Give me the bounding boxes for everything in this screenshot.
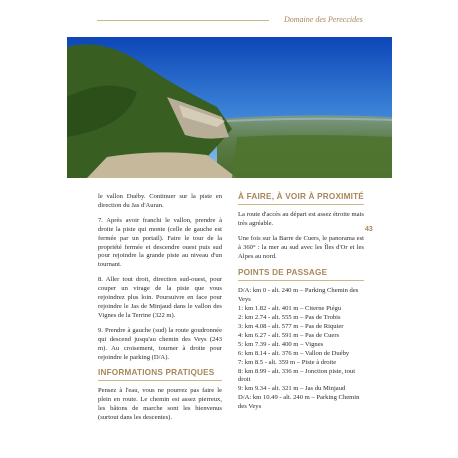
waypoint-item: 3: km 4.08 - alt. 577 m – Pas de Riquier: [238, 322, 344, 330]
waypoint-list: [238, 287, 364, 412]
section-title-points-de-passage: POINTS DE PASSAGE: [238, 269, 364, 281]
header-rule: [97, 20, 269, 21]
left-column: [98, 193, 222, 429]
page-number: 43: [365, 226, 373, 233]
paragraph-step-9: 9. Prendre à gauche (sud) la route goudronnée qui descend jusqu'au chemin des Veys (243 m). Au croisement, tourner à droite pour rejoindre le parking (D/A).: [98, 326, 222, 361]
waypoint-item: 9: km 9.34 - alt. 321 m – Jas du Minjaud: [238, 385, 346, 393]
running-header-title: Domaine des Pereccides: [284, 15, 363, 24]
right-column: [238, 193, 364, 412]
paragraph-step-8: 8. Aller tout droit, direction sud-ouest, pour couper un virage de la piste que vous rejoindrez plus loin. Poursuivre en face pour rejoindre le Jas de Minjaud dans le vallon des Vignes de la Terrine (322 m).: [98, 276, 222, 319]
waypoint-item: D/A: km 10.49 - alt. 240 m – Parking Chemin des Veys: [238, 394, 360, 411]
waypoint-item: 1: km 1.82 - alt. 401 m – Citerne Piégu: [238, 305, 342, 313]
waypoint-item: 6: km 8.14 - alt. 376 m – Vallon de Duéby: [238, 349, 350, 357]
section-title-informations-pratiques: INFORMATIONS PRATIQUES: [98, 369, 222, 381]
paragraph-voir-1: La route d'accès au départ est assez étroite mais très agréable.: [238, 210, 364, 227]
waypoint-item: 4: km 6.27 - alt. 591 m – Pas de Cuers: [238, 331, 340, 339]
section-title-a-voir: À FAIRE, À VOIR À PROXIMITÉ: [238, 193, 364, 205]
paragraph-voir-2: Une fois sur la Barre de Cuers, le panorama est à 360° : la mer au sud avec les Îles d'Or et les Alpes au nord.: [238, 234, 364, 260]
waypoint-item: D/A: km 0 - alt. 240 m – Parking Chemin des Veys: [238, 287, 359, 304]
paragraph-step-7: 7. Après avoir franchi le vallon, prendre à droite la piste qui monte (celle de gauche est fermée par un portail). Faire le tour de la propriété fermée et descendre ouest puis sud pour rejoindre la grande piste au niveau d'un tournant.: [98, 216, 222, 269]
paragraph-informations: Pensez à l'eau, vous ne pourrez pas faire le plein en route. Le chemin est assez pierreux, les bâtons de marche sont les bienvenus (surtout dans les descentes).: [98, 387, 222, 422]
waypoint-item: 8: km 8.99 - alt. 336 m – Jonction piste, tout droit: [238, 367, 356, 384]
waypoint-item: 7: km 8.5 - alt. 359 m – Piste à droite: [238, 358, 337, 366]
waypoint-item: 2: km 2.74 - alt. 555 m – Pas de Trobis: [238, 314, 341, 322]
waypoint-item: 5: km 7.39 - alt. 400 m – Vignes: [238, 340, 324, 348]
landscape-photo: [67, 37, 392, 178]
paragraph-continue: le vallon Duéby. Continuer sur la piste en direction du Jas d'Auran.: [98, 193, 222, 209]
